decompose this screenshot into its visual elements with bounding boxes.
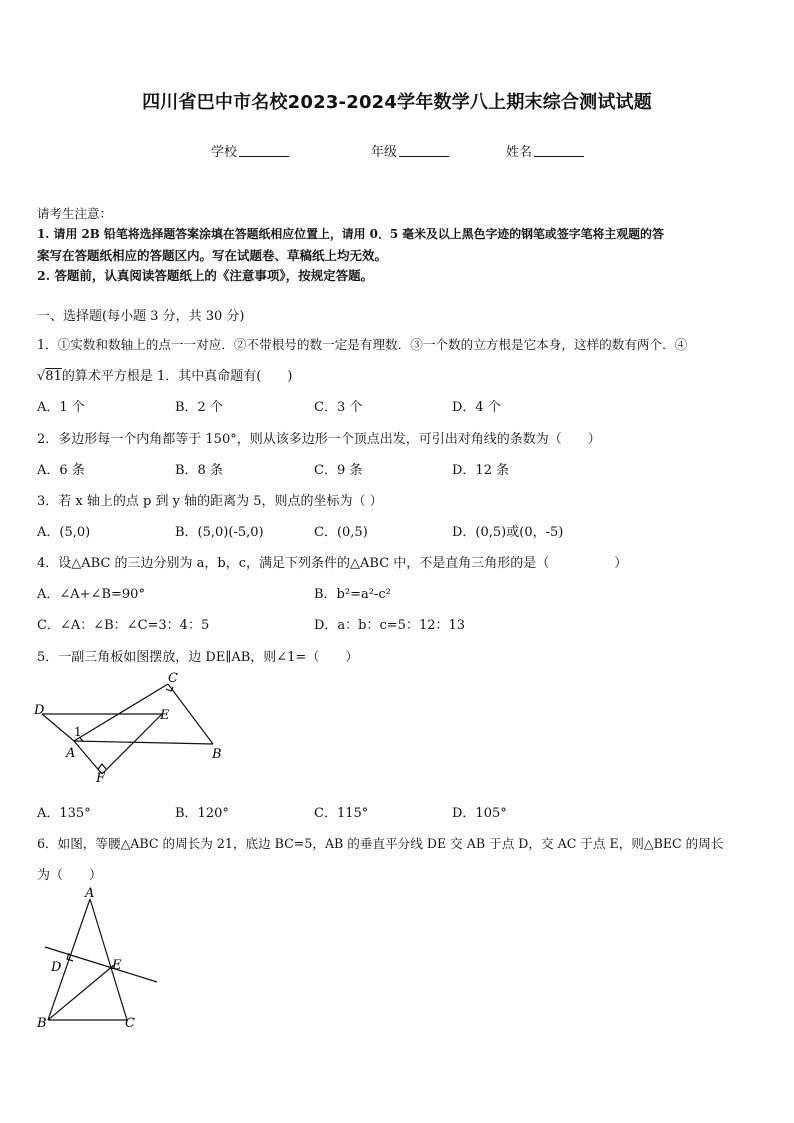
q4-option-b[interactable]: B．b²=a²-c² xyxy=(314,587,391,602)
line-de-bisector xyxy=(45,947,157,982)
question-3-line-1: 3．若 x 轴上的点 p 到 y 轴的距离为 5，则点的坐标为（ ） xyxy=(37,494,383,509)
grade-field[interactable] xyxy=(371,141,449,160)
label-d: D xyxy=(51,960,62,975)
q4-option-c[interactable]: C．∠A：∠B：∠C=3：4：5 xyxy=(37,618,210,633)
notice-heading: 请考生注意： xyxy=(37,206,113,221)
label-e: E xyxy=(160,708,170,723)
q3-option-d[interactable]: D．(0,5)或(0，-5) xyxy=(452,525,564,540)
line-ef xyxy=(102,714,162,774)
label-f: F xyxy=(96,771,106,786)
name-blank[interactable] xyxy=(534,144,584,157)
school-blank[interactable] xyxy=(239,144,289,157)
q1-option-a[interactable]: A．1 个 xyxy=(37,400,85,415)
q4-option-d[interactable]: D．a：b：c=5：12：13 xyxy=(314,618,466,633)
q2-option-a[interactable]: A．6 条 xyxy=(37,463,85,478)
label-c: C xyxy=(168,672,178,686)
question-1-line-2 xyxy=(37,365,292,384)
q1-option-d[interactable]: D．4 个 xyxy=(452,400,501,415)
label-a: A xyxy=(85,886,95,901)
question-2-line-1: 2．多边形每一个内角都等于 150°，则从该多边形一个顶点出发，可引出对角线的条数为（ ） xyxy=(37,432,601,447)
label-b: B xyxy=(37,1016,47,1031)
q4-option-a[interactable]: A．∠A+∠B=90° xyxy=(37,587,145,602)
figure-5-triangles xyxy=(30,672,230,787)
q5-option-a[interactable]: A．135° xyxy=(37,806,91,821)
label-angle-1: 1 xyxy=(74,725,82,739)
grade-label: 年级 xyxy=(371,145,398,160)
q5-option-d[interactable]: D．105° xyxy=(452,806,507,821)
section-heading: 一、选择题(每小题 3 分，共 30 分) xyxy=(37,309,245,324)
line-af xyxy=(74,741,102,774)
school-label: 学校 xyxy=(211,145,238,160)
line-cb xyxy=(168,684,213,744)
question-5-line-1: 5．一副三角板如图摆放，边 DE∥AB，则∠1=（ ） xyxy=(37,650,359,665)
label-e: E xyxy=(112,958,122,973)
q2-option-d[interactable]: D．12 条 xyxy=(452,463,510,478)
line-ac xyxy=(74,684,168,741)
name-label: 姓名 xyxy=(506,145,533,160)
label-b: B xyxy=(212,747,222,762)
figure-6-isosceles-triangle xyxy=(35,885,165,1035)
notice-line-1b: 案写在答题纸相应的答题区内。写在试题卷、草稿纸上均无效。 xyxy=(37,248,388,263)
grade-blank[interactable] xyxy=(399,144,449,157)
question-1-line-1: 1．①实数和数轴上的点一一对应．②不带根号的数一定是有理数．③一个数的立方根是它本身，这样的数有两个．④ xyxy=(37,337,688,352)
q3-option-c[interactable]: C．(0,5) xyxy=(314,525,368,540)
line-ab xyxy=(74,741,213,744)
right-angle-mark-f xyxy=(98,764,106,769)
q3-option-b[interactable]: B．(5,0)(-5,0) xyxy=(175,525,264,540)
q3-option-a[interactable]: A．(5,0) xyxy=(37,525,91,540)
q2-option-b[interactable]: B．8 条 xyxy=(175,463,223,478)
name-field[interactable] xyxy=(506,141,584,160)
sqrt-radicand: 81 xyxy=(45,369,62,384)
right-angle-mark-c xyxy=(166,687,173,691)
question-6-line-2: 为（ ） xyxy=(37,868,103,883)
question-1-text: 的算术平方根是 1．其中真命题有( ) xyxy=(61,369,293,384)
q5-option-c[interactable]: C．115° xyxy=(314,806,369,821)
question-4-line-1: 4．设△ABC 的三边分别为 a，b，c，满足下列条件的△ABC 中，不是直角三角形的是（ ） xyxy=(37,556,628,571)
q1-option-b[interactable]: B．2 个 xyxy=(175,400,223,415)
school-field[interactable] xyxy=(211,141,289,160)
question-6-line-1: 6．如图，等腰△ABC 的周长为 21，底边 BC=5，AB 的垂直平分线 DE 交 AB 于点 D，交 AC 于点 E，则△BEC 的周长 xyxy=(37,836,724,851)
sqrt-sign-icon: √ xyxy=(37,369,46,384)
page-title: 四川省巴中市名校2023-2024学年数学八上期末综合测试试题 xyxy=(142,92,652,113)
notice-line-2: 2. 答题前，认真阅读答题纸上的《注意事项》，按规定答题。 xyxy=(37,268,374,283)
line-da xyxy=(42,714,74,741)
label-a: A xyxy=(66,746,76,761)
q5-option-b[interactable]: B．120° xyxy=(175,806,229,821)
q1-option-c[interactable]: C．3 个 xyxy=(314,400,363,415)
q2-option-c[interactable]: C．9 条 xyxy=(314,463,363,478)
label-d: D xyxy=(34,703,45,718)
label-c: C xyxy=(125,1016,135,1031)
notice-line-1a: 1. 请用 2B 铅笔将选择题答案涂填在答题纸相应位置上，请用 0．5 毫米及以上黑色字迹的钢笔或签字笔将主观题的答 xyxy=(37,227,664,241)
